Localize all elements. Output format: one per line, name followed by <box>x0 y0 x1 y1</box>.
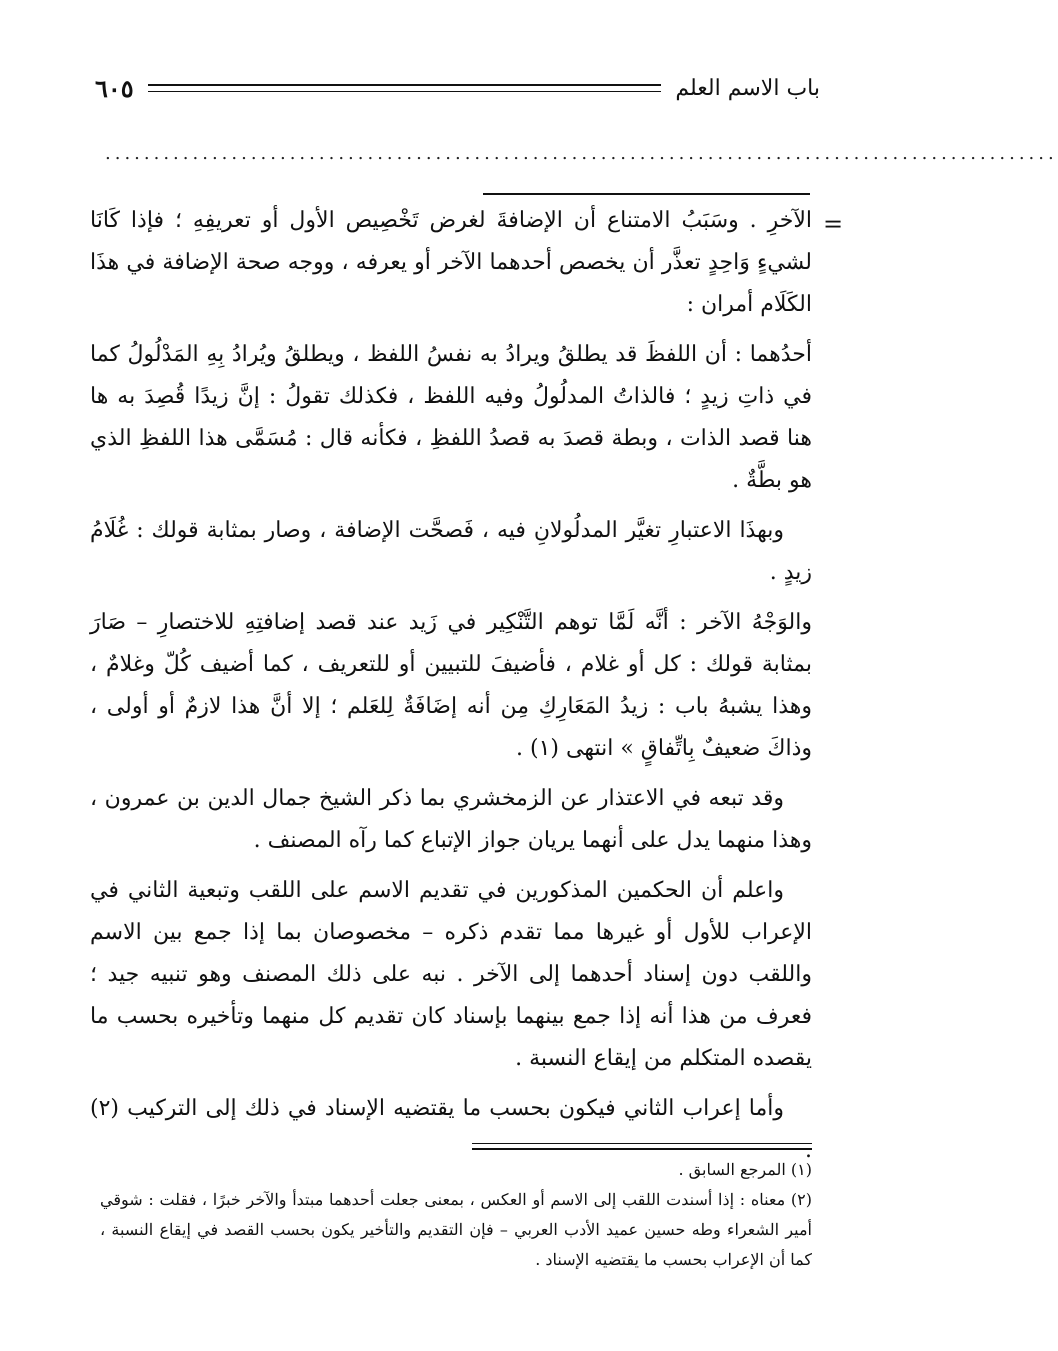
dotted-separator: .................................................................................................. <box>105 143 1058 164</box>
paragraph: الآخرِ . وسَبَبُ الامتناع أن الإضافةَ لغرض تَخْصِيص الأول أو تعريفِهِ ؛ فإذا كَانَا لشيءٍ وَاحِدٍ تعذَّر أن يخصص أحدهما الآخر أو يعرفه ، ووجه صحة الإضافة في هذَا الكَلَام أمران : <box>90 208 812 317</box>
paragraph: والوَجْهُ الآخر : أنَّه لَمَّا توهم التَّنْكِير في زَيد عند قصد إضافتِهِ للاختصارِ – صَارَ بمثابة قولك : كل أو غلام ، فأضيفَ للتبيين أو للتعريف ، كما أضيف كُلّ وغلامٌ ، وهذا يشبهُ باب : زيدُ المَعَارِكِ مِن أنه إضَافَةٌ لِلعَلم ؛ إلا أنَّ هذا لازمٌ أو أولى ، وذاكَ ضعيفٌ بِاتِّفاقٍ » انتهى (١) . <box>90 610 812 761</box>
page-number: ٦٠٥ <box>95 73 134 103</box>
footnote-rule <box>472 1143 812 1150</box>
paragraph: وأما إعراب الثاني فيكون بحسب ما يقتضيه الإسناد في ذلك إلى التركيب (٢) . <box>90 1096 812 1163</box>
top-rule <box>483 193 810 195</box>
body-text <box>90 200 812 1180</box>
paragraph: وبهذَا الاعتبارِ تغيَّر المدلُولانِ فيه ، فَصحَّت الإضافة ، وصار بمثابة قولك : غُلَامُ زيدٍ . <box>90 518 812 585</box>
footnotes <box>100 1155 812 1275</box>
header-rule <box>148 84 662 92</box>
footnote: (١) المرجع السابق . <box>678 1160 812 1179</box>
paragraph: أحدُهما : أن اللفظَ قد يطلقُ ويرادُ به نفسُ اللفظ ، ويطلقُ ويُرادُ بِهِ المَدْلُولُ كما في ذاتِ زيدٍ ؛ فالذاتُ المدلُولُ وفيه اللفظ ، فكذلك تقولُ : إنَّ زيدًا قُصِدَ به ها هنا قصد الذات ، وبطة قصدَ به قصدُ اللفظِ ، فكأنه قال : مُسَمَّى هذا اللفظِ الذي هو بطَّةٌ . <box>90 342 812 493</box>
paragraph: وقد تبعه في الاعتذار عن الزمخشري بما ذكر الشيخ جمال الدين بن عمرون ، وهذا منهما يدل على أنهما يريان جواز الإتباع كما رآه المصنف . <box>90 786 812 853</box>
continuation-mark: = <box>823 210 844 238</box>
running-header <box>95 70 820 106</box>
paragraph: واعلم أن الحكمين المذكورين في تقديم الاسم على اللقب وتبعية الثاني في الإعراب للأول أو غيرها مما تقدم ذكره – مخصوصان بما إذا جمع بين الاسم واللقب دون إسناد أحدهما إلى الآخر . نبه على ذلك المصنف وهو تنبيه جيد ؛ فعرف من هذا أنه إذا جمع بينهما بإسناد كان تقديم كل منهما وتأخيره بحسب ما يقصده المتكلم من إيقاع النسبة . <box>90 878 812 1071</box>
chapter-title: باب الاسم العلم <box>675 75 820 101</box>
footnote: (٢) معناه : إذا أسندت اللقب إلى الاسم أو العكس ، بمعنى جعلت أحدهما مبتدأ والآخر خبرًا ، فقلت : شوقي أمير الشعراء وطه حسين عميد الأدب العربي – فإن التقديم والتأخير يكون بحسب القصد في إيقاع النسبة ، كما أن الإعراب بحسب ما يقتضيه الإسناد . <box>100 1190 812 1269</box>
